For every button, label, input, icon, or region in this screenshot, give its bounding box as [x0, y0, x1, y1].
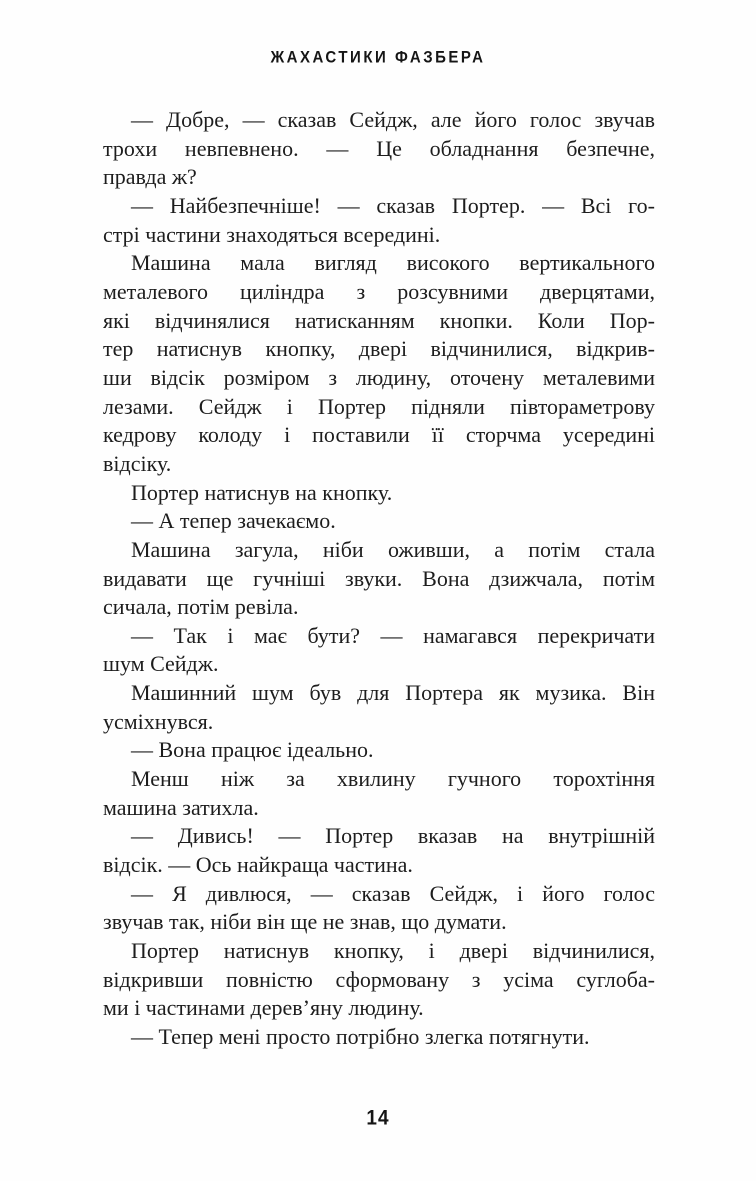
text-line: — Тепер мені просто потрібно злегка потягнути.	[131, 1024, 590, 1049]
text-line: шум Сейдж.	[103, 651, 219, 677]
running-header: ЖАХАСТИКИ ФАЗБЕРА	[270, 47, 486, 68]
text-line: — Дивись! — Портер вказав на внутрішній	[131, 823, 655, 849]
paragraph	[103, 822, 655, 879]
text-line: Менш ніж за хвилину гучного торохтіння	[131, 766, 655, 792]
paragraph	[103, 192, 655, 249]
text-line: — А тепер зачекаємо.	[131, 508, 336, 534]
text-line: видавати ще гучніші звуки. Вона дзижчала, потім	[103, 565, 655, 591]
text-line: металевого циліндра з розсувними дверцятами,	[103, 278, 655, 304]
paragraph	[103, 106, 655, 192]
text-line: відсік. — Ось найкраща частина.	[103, 852, 413, 878]
text-line: лезами. Сейдж і Портер підняли півтораметрову	[103, 393, 655, 419]
text-line: Машинний шум був для Портера як музика. Він	[131, 680, 655, 706]
paragraph	[103, 622, 655, 679]
text-line: Машина мала вигляд високого вертикального	[131, 250, 655, 276]
text-line: ми і частинами дерев’яну людину.	[103, 995, 424, 1021]
text-line: усміхнувся.	[103, 708, 214, 734]
paragraph	[103, 1023, 655, 1052]
text-line: тер натиснув кнопку, двері відчинилися, відкрив-	[103, 336, 655, 362]
paragraph	[103, 507, 655, 536]
text-line: стрі частини знаходяться всередині.	[103, 221, 441, 247]
paragraph	[103, 679, 655, 736]
text-line: правда ж?	[103, 164, 197, 190]
text-line: Портер натиснув на кнопку.	[131, 479, 393, 505]
text-line: машина затихла.	[103, 794, 259, 820]
page-number: 14	[366, 1106, 390, 1131]
text-line: — Найбезпечніше! — сказав Портер. — Всі го-	[131, 192, 655, 218]
text-line: Машина загула, ніби оживши, а потім стала	[131, 536, 655, 562]
text-line: відкривши повністю сформовану з усіма суглоба-	[103, 966, 655, 992]
text-line: Портер натиснув кнопку, і двері відчинилися,	[131, 938, 655, 964]
text-line: ши відсік розміром з людину, оточену металевими	[103, 364, 655, 390]
text-line: — Добре, — сказав Сейдж, але його голос звучав	[131, 107, 655, 132]
text-line: звучав так, ніби він ще не знав, що думати.	[103, 909, 507, 935]
body-text	[103, 106, 655, 1052]
paragraph	[103, 479, 655, 508]
paragraph	[103, 937, 655, 1023]
paragraph	[103, 765, 655, 822]
text-line: трохи невпевнено. — Це обладнання безпечне,	[103, 135, 655, 161]
text-line: кедрову колоду і поставили її сторчма усередині	[103, 422, 655, 448]
paragraph	[103, 536, 655, 622]
text-line: які відчинялися натисканням кнопки. Коли Пор-	[103, 307, 655, 333]
text-line: — Я дивлюся, — сказав Сейдж, і його голос	[131, 880, 655, 906]
text-line: сичала, потім ревіла.	[103, 594, 299, 620]
text-line: відсіку.	[103, 450, 172, 476]
text-line: — Так і має бути? — намагався перекричати	[131, 622, 655, 648]
paragraph	[103, 880, 655, 937]
paragraph	[103, 736, 655, 765]
paragraph	[103, 249, 655, 478]
text-line: — Вона працює ідеально.	[131, 737, 374, 763]
